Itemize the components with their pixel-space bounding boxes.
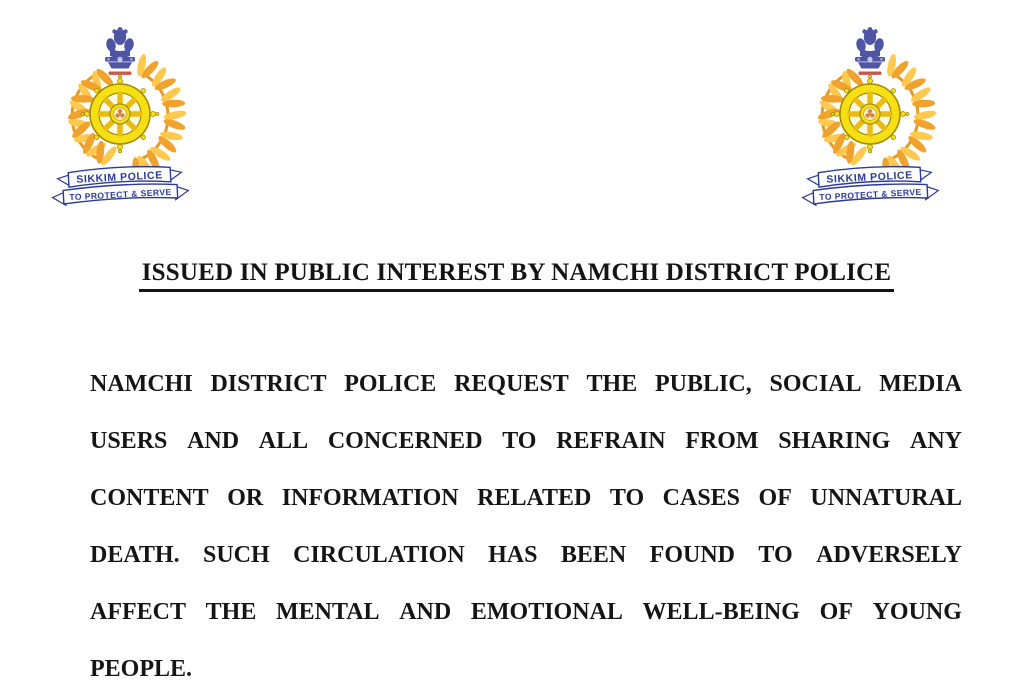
- sikkim-police-emblem-right: [795, 24, 945, 214]
- sikkim-police-emblem-left: [45, 24, 195, 214]
- notice-word: DISTRICT: [210, 371, 327, 397]
- notice-word: UNNATURAL: [810, 485, 962, 511]
- notice-word: AFFECT: [90, 599, 186, 625]
- notice-word: SHARING: [778, 428, 891, 454]
- notice-word: CASES: [662, 485, 741, 511]
- notice-word: AND: [399, 599, 452, 625]
- notice-word: TO: [609, 485, 645, 511]
- notice-word: ALL: [258, 428, 309, 454]
- notice-word: INFORMATION: [281, 485, 459, 511]
- notice-word: WELL-BEING: [642, 599, 800, 625]
- notice-word: FROM: [685, 428, 759, 454]
- notice-word: USERS: [90, 428, 168, 454]
- notice-word: ANY: [909, 428, 962, 454]
- notice-word: YOUNG: [872, 599, 962, 625]
- page-title: ISSUED IN PUBLIC INTEREST BY NAMCHI DISTRICT POLICE: [139, 259, 895, 292]
- notice-word: MEDIA: [879, 371, 962, 397]
- notice-word: NAMCHI: [90, 371, 193, 397]
- notice-line: [90, 527, 962, 584]
- notice-word: MENTAL: [276, 599, 380, 625]
- notice-word: SUCH: [203, 542, 270, 568]
- notice-word: AND: [187, 428, 240, 454]
- notice-line: [90, 413, 962, 470]
- notice-word: BEEN: [560, 542, 627, 568]
- notice-word: CONCERNED: [327, 428, 483, 454]
- notice-word: REQUEST: [454, 371, 569, 397]
- notice-line: [90, 641, 962, 696]
- notice-word: PEOPLE.: [90, 656, 193, 682]
- notice-word: THE: [586, 371, 638, 397]
- notice-word: TO: [502, 428, 537, 454]
- notice-word: PUBLIC,: [655, 371, 752, 397]
- notice-word: OR: [227, 485, 264, 511]
- notice-word: DEATH.: [90, 542, 180, 568]
- notice-word: EMOTIONAL: [470, 599, 623, 625]
- notice-word: CONTENT: [90, 485, 209, 511]
- heading-row: [0, 259, 1033, 292]
- notice-word: CIRCULATION: [293, 542, 465, 568]
- notice-word: HAS: [488, 542, 538, 568]
- notice-word: POLICE: [344, 371, 437, 397]
- notice-word: SOCIAL: [769, 371, 862, 397]
- notice-word: OF: [758, 485, 792, 511]
- notice-word: OF: [819, 599, 853, 625]
- notice-word: ADVERSELY: [816, 542, 962, 568]
- notice-word: THE: [205, 599, 257, 625]
- notice-word: FOUND: [649, 542, 735, 568]
- notice-line: [90, 470, 962, 527]
- notice-paragraph: [90, 356, 962, 696]
- notice-line: [90, 356, 962, 413]
- notice-line: [90, 584, 962, 641]
- notice-word: TO: [758, 542, 793, 568]
- notice-word: RELATED: [477, 485, 592, 511]
- notice-word: REFRAIN: [556, 428, 666, 454]
